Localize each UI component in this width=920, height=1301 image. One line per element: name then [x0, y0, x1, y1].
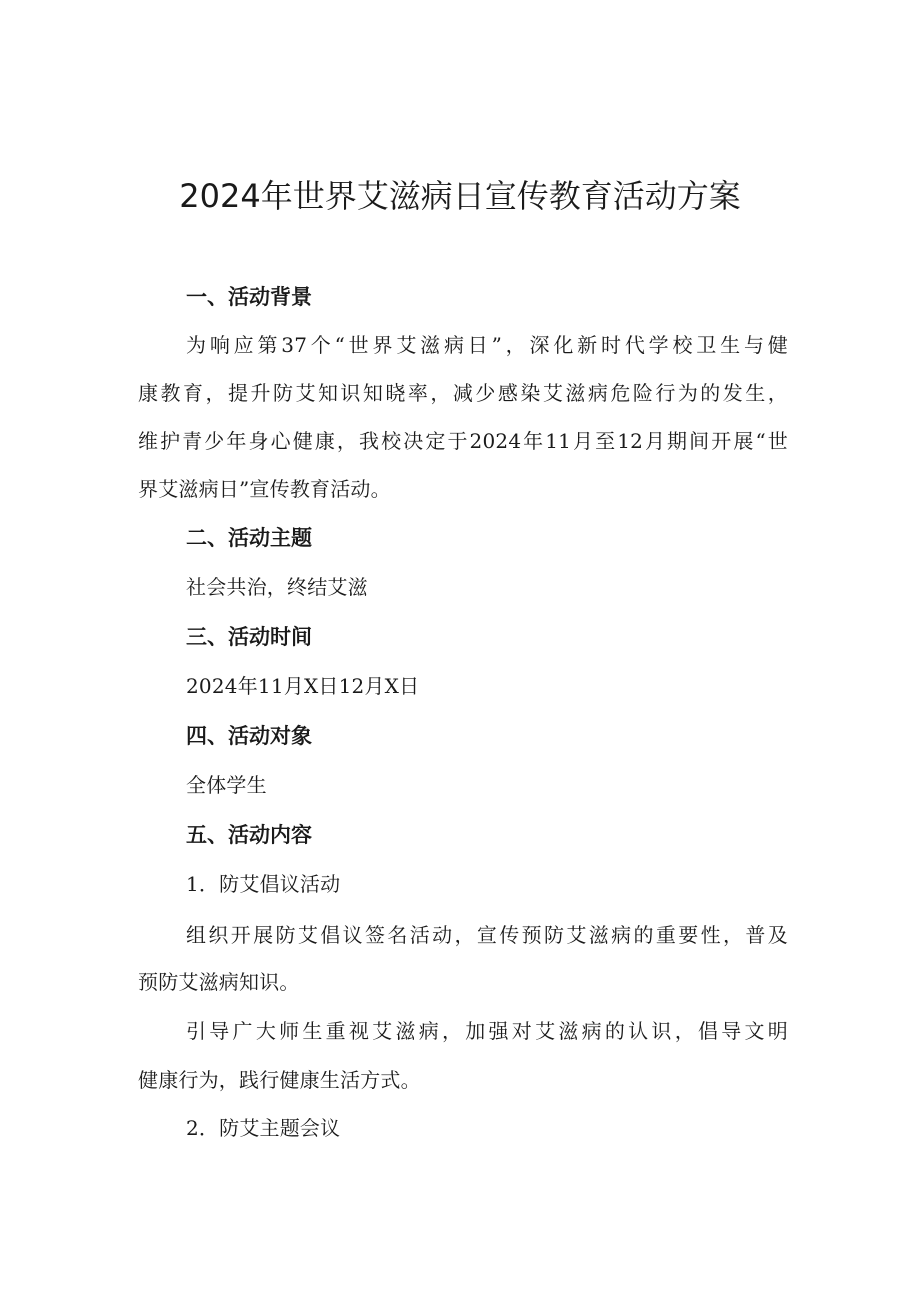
paragraph-line: 康教育，提升防艾知识知晓率，减少感染艾滋病危险行为的发生， — [138, 381, 788, 405]
paragraph-line: 健康行为，践行健康生活方式。 — [138, 1068, 421, 1092]
section-heading-background: 一、活动背景 — [186, 285, 312, 309]
section-heading-audience: 四、活动对象 — [186, 724, 312, 748]
audience-text: 全体学生 — [186, 773, 267, 797]
paragraph-line: 预防艾滋病知识。 — [138, 970, 300, 994]
section-heading-theme: 二、活动主题 — [186, 526, 312, 550]
subheading-item-1: 1．防艾倡议活动 — [186, 872, 341, 896]
paragraph-line: 界艾滋病日”宣传教育活动。 — [138, 477, 391, 501]
time-text: 2024年11月X日12月X日 — [186, 674, 420, 698]
paragraph-line: 引导广大师生重视艾滋病，加强对艾滋病的认识，倡导文明 — [186, 1019, 788, 1043]
subheading-item-2: 2．防艾主题会议 — [186, 1116, 341, 1140]
document-title: 2024年世界艾滋病日宣传教育活动方案 — [179, 177, 741, 215]
section-heading-content: 五、活动内容 — [186, 823, 312, 847]
section-heading-time: 三、活动时间 — [186, 625, 312, 649]
paragraph-line: 组织开展防艾倡议签名活动，宣传预防艾滋病的重要性，普及 — [186, 923, 788, 947]
theme-text: 社会共治，终结艾滋 — [186, 575, 368, 599]
paragraph-line: 为响应第37个“世界艾滋病日”，深化新时代学校卫生与健 — [186, 333, 788, 357]
paragraph-line: 维护青少年身心健康，我校决定于2024年11月至12月期间开展“世 — [138, 429, 788, 453]
